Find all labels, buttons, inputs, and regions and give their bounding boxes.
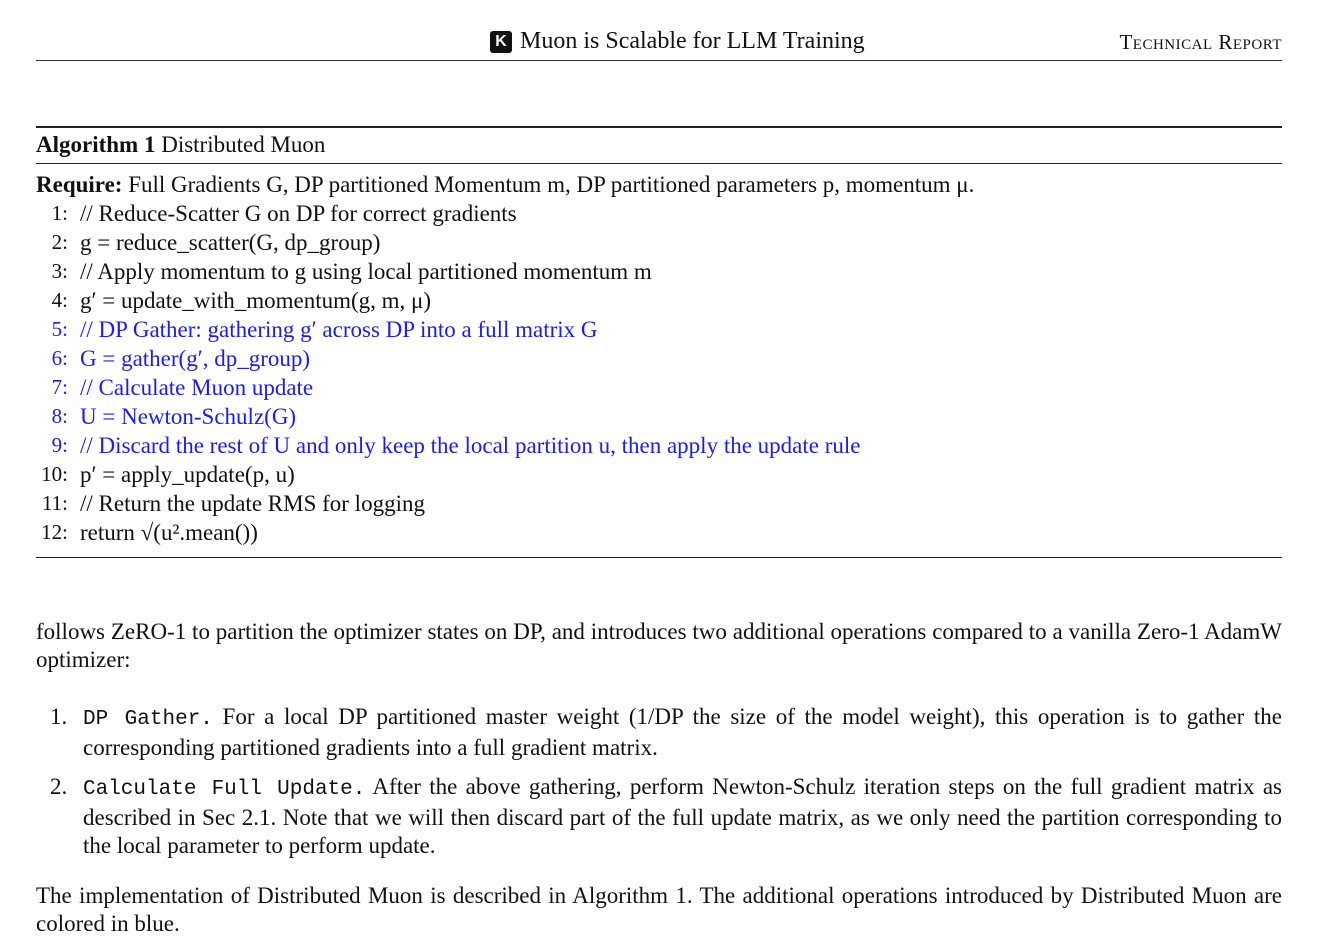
algorithm-line-text: g′ = update_with_momentum(g, m, μ) (80, 288, 432, 313)
page-header (36, 24, 1282, 61)
algorithm-line (36, 431, 1282, 460)
algorithm-line-text: G = gather(g′, dp_group) (80, 346, 311, 371)
algorithm-line-text: U = Newton-Schulz(G) (80, 404, 297, 429)
algorithm-line-number: 6: (51, 346, 68, 370)
algorithm-line (36, 373, 1282, 402)
algorithm-line-number: 12: (41, 520, 68, 544)
list-item-text: For a local DP partitioned master weight (1/DP the size of the model weight), this operation is to gather the corresponding partitioned gradients into a full gradient matrix. (83, 704, 1283, 760)
algorithm-line-number: 5: (51, 317, 68, 341)
closing-paragraph: The implementation of Distributed Muon is described in Algorithm 1. The additional operations introduced by Distributed Muon are colored in blue. (36, 883, 1282, 936)
list-item-text: After the above gathering, perform Newton-Schulz iteration steps on the full gradient matrix as described in Sec 2.1. Note that we will then discard part of the full update matrix, as we only need the partition corresponding to the local parameter to perform update. (83, 774, 1283, 858)
algorithm-line (36, 257, 1282, 286)
require-text: Full Gradients G, DP partitioned Momentum m, DP partitioned parameters p, momentum μ. (128, 172, 975, 197)
algorithm-line (36, 228, 1282, 257)
list-item (36, 703, 1282, 762)
algorithm-line-text: // DP Gather: gathering g′ across DP into a full matrix G (80, 317, 598, 342)
algorithm-line-number: 3: (51, 259, 68, 283)
algorithm-line-text: // Discard the rest of U and only keep the local partition u, then apply the update rule (80, 433, 861, 458)
algorithm-line-text: p′ = apply_update(p, u) (80, 462, 295, 487)
algorithm-line (36, 518, 1282, 547)
algorithm-line-number: 7: (51, 375, 68, 399)
algorithm-name: Distributed Muon (161, 132, 326, 157)
paper-title: Muon is Scalable for LLM Training (520, 28, 865, 54)
algorithm-line (36, 402, 1282, 431)
algorithm-body (36, 164, 1282, 558)
algorithm-line-number: 8: (51, 404, 68, 428)
algorithm-line-number: 11: (41, 491, 68, 515)
algorithm-line (36, 460, 1282, 489)
algorithm-line-text: // Return the update RMS for logging (80, 491, 425, 516)
algorithm-line (36, 344, 1282, 373)
require-line (36, 170, 1282, 199)
algorithm-line-number: 9: (51, 433, 68, 457)
kimi-logo-icon: K (490, 31, 512, 53)
require-label: Require: (36, 172, 123, 197)
algorithm-line (36, 199, 1282, 228)
algorithm-line (36, 286, 1282, 315)
algorithm-line (36, 315, 1282, 344)
algorithm-lines (36, 199, 1282, 547)
algorithm-line-text: // Calculate Muon update (80, 375, 314, 400)
list-item-number: 1. (50, 704, 68, 729)
algorithm-line-number: 1: (51, 201, 68, 225)
algorithm-line-text: // Reduce-Scatter G on DP for correct gradients (80, 201, 517, 226)
operations-list (36, 703, 1282, 871)
algorithm-line-text: return √(u².mean()) (80, 520, 258, 545)
header-title-group (490, 28, 865, 55)
algorithm-line-number: 2: (51, 230, 68, 254)
algorithm-title (36, 126, 1282, 164)
algorithm-line-text: // Apply momentum to g using local partitioned momentum m (80, 259, 652, 284)
algorithm-line-number: 4: (51, 288, 68, 312)
list-item (36, 773, 1282, 860)
algorithm-line-number: 10: (41, 462, 68, 486)
list-item-number: 2. (50, 774, 68, 799)
algorithm-box (36, 126, 1282, 558)
algorithm-label: Algorithm 1 (36, 132, 156, 157)
intro-paragraph: follows ZeRO-1 to partition the optimizer states on DP, and introduces two additional operations compared to a vanilla Zero-1 AdamW optimizer: (36, 619, 1282, 672)
list-item-term: Calculate Full Update. (83, 778, 366, 801)
algorithm-line-text: g = reduce_scatter(G, dp_group) (80, 230, 381, 255)
report-type-label: Technical Report (1119, 30, 1282, 54)
list-item-term: DP Gather. (83, 708, 213, 731)
algorithm-line (36, 489, 1282, 518)
